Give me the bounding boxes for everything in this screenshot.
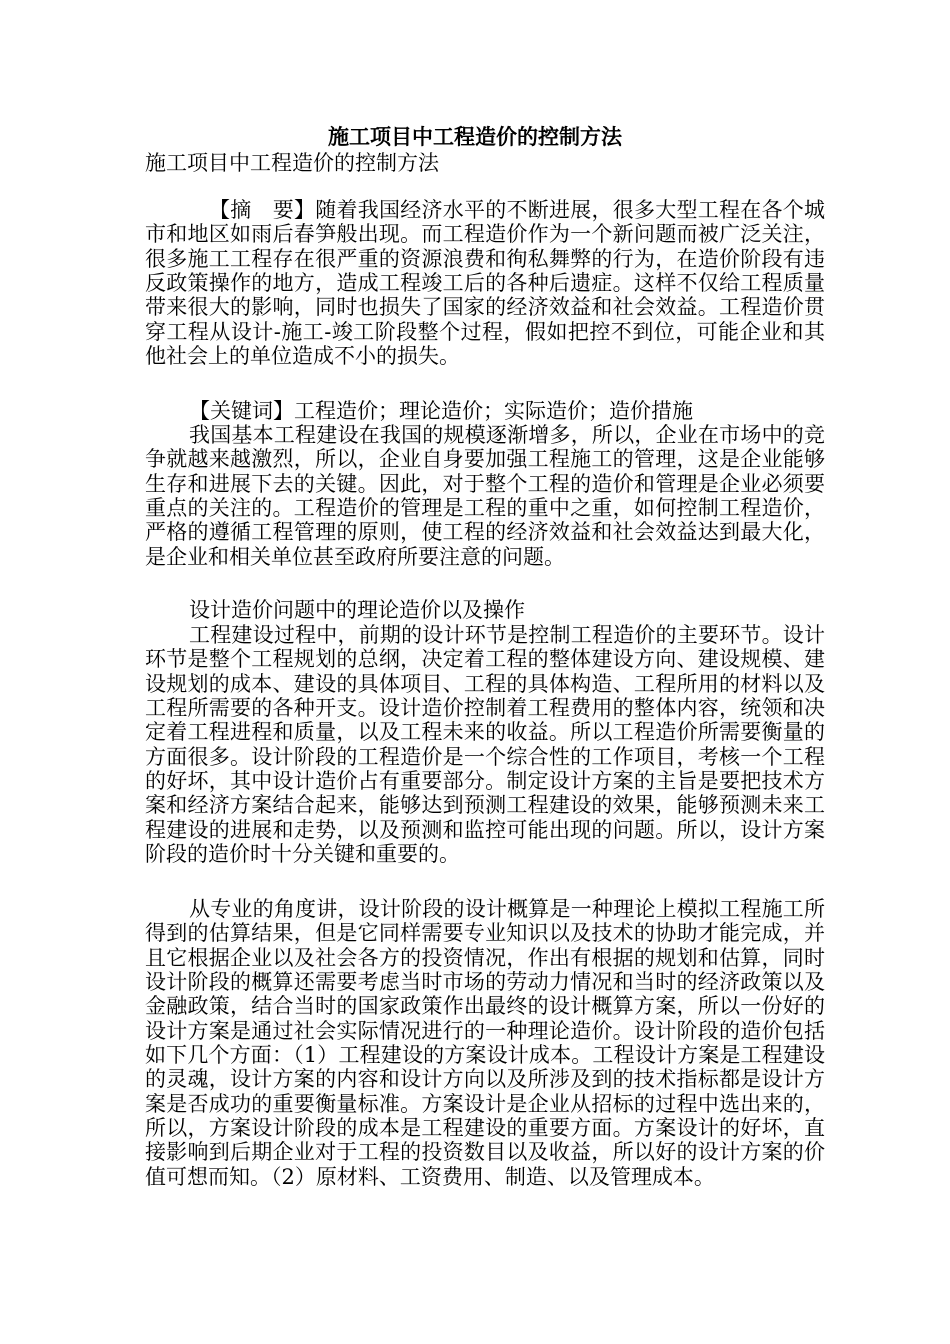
section-paragraph-1: 工程建设过程中，前期的设计环节是控制工程造价的主要环节。设计环节是整个工程规划的总纲，决定着工程的整体建设方向、建设规模、建设规划的成本、建设的具体项目、工程的具体构造、工程所用的材料以及工程所需要的各种开支。设计造价控制着工程费用的整体内容，统领和决定着工程进程和质量，以及工程未来的收益。所以工程造价所需要衡量的方面很多。设计阶段的工程造价是一个综合性的工作项目，考核一个工程的好坏，其中设计造价占有重要部分。制定设计方案的主旨是要把技术方案和经济方案结合起来，能够达到预测工程建设的效果，能够预测未来工程建设的进展和走势，以及预测和监控可能出现的问题。所以，设计方案阶段的造价时十分关键和重要的。	[145, 623, 825, 867]
section-heading: 设计造价问题中的理论造价以及操作	[189, 598, 525, 622]
document-subtitle: 施工项目中工程造价的控制方法	[145, 151, 439, 175]
intro-paragraph: 我国基本工程建设在我国的规模逐渐增多，所以，企业在市场中的竞争就越来越激烈，所以，企业自身要加强工程施工的管理，这是企业能够生存和进展下去的关键。因此，对于整个工程的造价和管理是企业必须要重点的关注的。工程造价的管理是工程的重中之重，如何控制工程造价，严格的遵循工程管理的原则，使工程的经济效益和社会效益达到最大化，是企业和相关单位甚至政府所要注意的问题。	[145, 423, 825, 569]
section-paragraph-2: 从专业的角度讲，设计阶段的设计概算是一种理论上模拟工程施工所得到的估算结果，但是它同样需要专业知识以及技术的协助才能完成，并且它根据企业以及社会各方的投资情况，作出有根据的规划和估算，同时设计阶段的概算还需要考虑当时市场的劳动力情况和当时的经济政策以及金融政策，结合当时的国家政策作出最终的设计概算方案，所以一份好的设计方案是通过社会实际情况进行的一种理论造价。设计阶段的造价包括如下几个方面：（1）工程建设的方案设计成本。工程设计方案是工程建设的灵魂，设计方案的内容和设计方向以及所涉及到的技术指标都是设计方案是否成功的重要衡量标准。方案设计是企业从招标的过程中选出来的，所以，方案设计阶段的成本是工程建设的重要方面。方案设计的好坏，直接影响到后期企业对于工程的投资数目以及收益，所以好的设计方案的价值可想而知。（2）原材料、工资费用、制造、以及管理成本。	[145, 897, 825, 1189]
keywords-line: 【关键词】工程造价；理论造价；实际造价；造价措施	[189, 399, 693, 423]
abstract-paragraph: 【摘 要】随着我国经济水平的不断进展，很多大型工程在各个城市和地区如雨后春笋般出现。而工程造价作为一个新问题而被广泛关注，很多施工工程存在很严重的资源浪费和徇私舞弊的行为，在造价阶段有违反政策操作的地方，造成工程竣工后的各种后遗症。这样不仅给工程质量带来很大的影响，同时也损失了国家的经济效益和社会效益。工程造价贯穿工程从设计-施工-竣工阶段整个过程，假如把控不到位，可能企业和其他社会上的单位造成不小的损失。	[145, 198, 825, 369]
document-title: 施工项目中工程造价的控制方法	[328, 124, 622, 149]
